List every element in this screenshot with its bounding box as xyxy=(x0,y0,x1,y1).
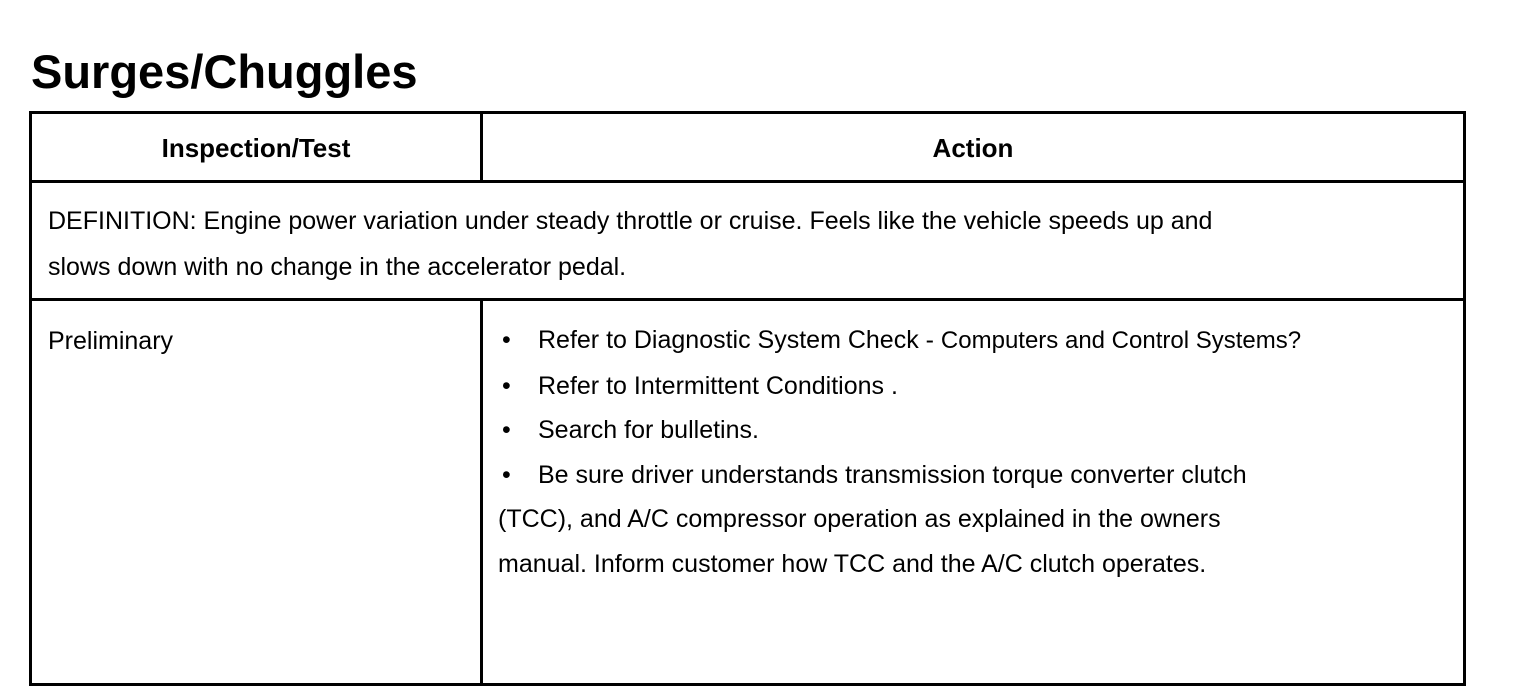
bullet-icon: • xyxy=(502,371,511,400)
header-divider xyxy=(32,180,1463,183)
list-item xyxy=(498,364,1418,409)
action-list xyxy=(498,318,1418,586)
list-item xyxy=(498,318,1418,364)
bullet-icon: • xyxy=(502,460,511,489)
bullet-icon: • xyxy=(502,326,511,354)
bullet-icon: • xyxy=(502,416,511,444)
action-item-4-line-1: Be sure driver understands transmission torque converter clutch xyxy=(538,460,1247,489)
definition-text xyxy=(48,198,1428,290)
inspection-preliminary: Preliminary xyxy=(48,327,174,355)
header-action: Action xyxy=(932,133,1014,163)
action-item-2-text: Refer to Intermittent Conditions . xyxy=(538,371,898,400)
definition-line-2: slows down with no change in the accelerator pedal. xyxy=(48,253,627,281)
computers-control-systems-link[interactable]: Computers and Control Systems? xyxy=(940,327,1302,354)
action-item-4-line-2: (TCC), and A/C compressor operation as explained in the owners xyxy=(498,505,1221,533)
header-inspection-test: Inspection/Test xyxy=(161,133,351,163)
action-item-3-text: Search for bulletins. xyxy=(538,416,759,444)
list-item xyxy=(498,453,1418,498)
action-item-4-line-3: manual. Inform customer how TCC and the A/C clutch operates. xyxy=(498,549,1207,578)
action-item-1-text: Refer to Diagnostic System Check - xyxy=(538,326,941,354)
diagnostic-table xyxy=(29,111,1466,686)
row-column-divider xyxy=(480,298,483,686)
page-title: Surges/Chuggles xyxy=(31,45,418,98)
definition-line-1: DEFINITION: Engine power variation under steady throttle or cruise. Feels like the vehicle speeds up and xyxy=(48,207,1213,235)
list-item xyxy=(498,408,1418,453)
definition-divider xyxy=(32,298,1463,301)
